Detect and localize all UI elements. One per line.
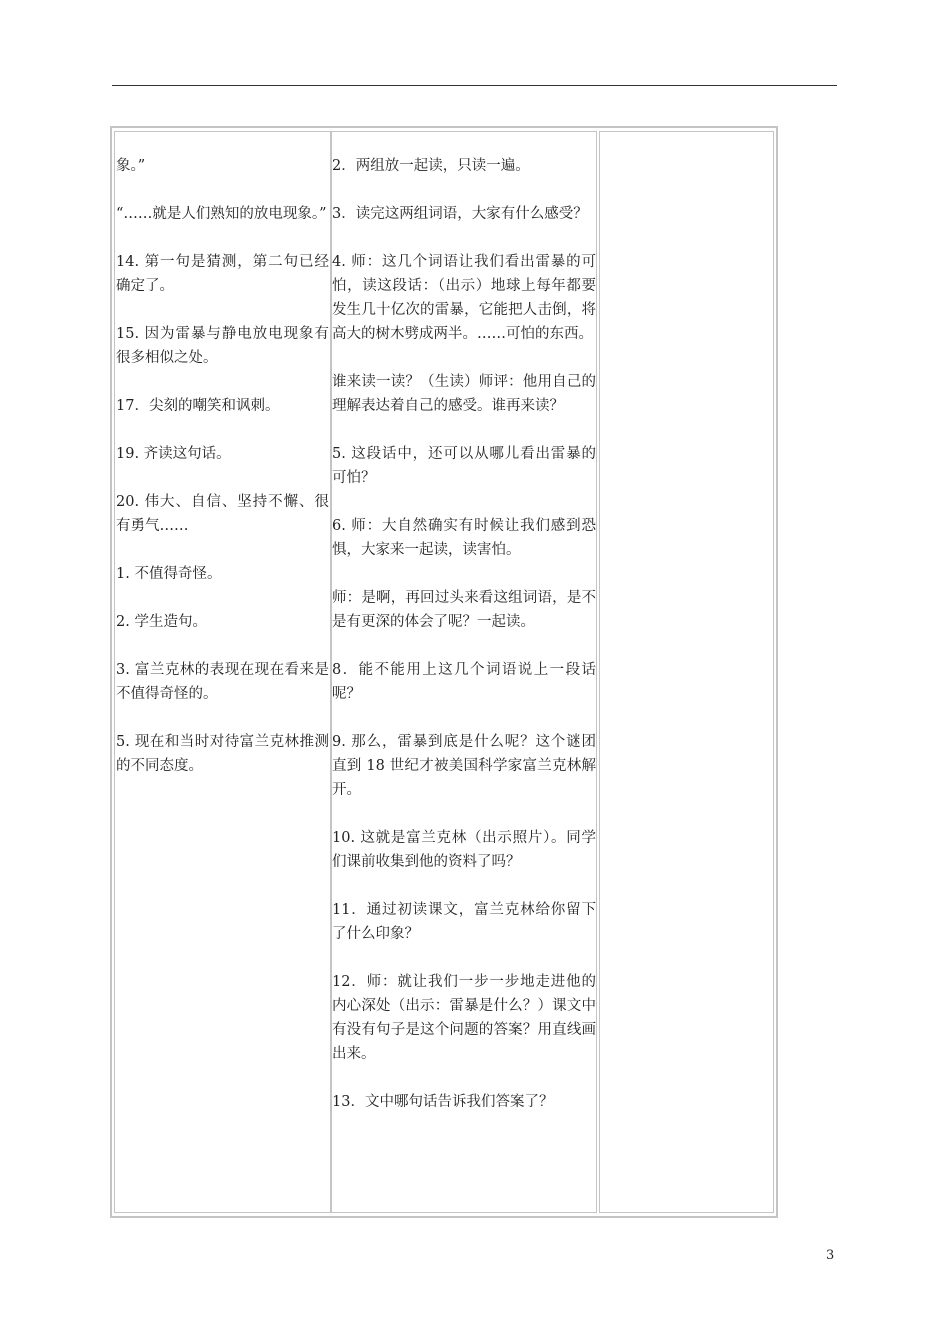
paragraph: 师：是啊，再回过头来看这组词语，是不是有更深的体会了呢？一起读。 bbox=[332, 590, 596, 630]
paragraph: 3. 富兰克林的表现在现在看来是不值得奇怪的。 bbox=[116, 662, 329, 702]
table-column-teacher-activities bbox=[331, 131, 597, 1213]
paragraph: 11．通过初读课文，富兰克林给你留下了什么印象？ bbox=[332, 902, 596, 942]
paragraph: 19. 齐读这句话。 bbox=[116, 446, 231, 462]
paragraph: 2. 学生造句。 bbox=[116, 614, 207, 630]
paragraph: 象。” bbox=[116, 158, 146, 174]
paragraph: 20. 伟大、自信、坚持不懈、很有勇气…… bbox=[116, 494, 329, 534]
paragraph: “……就是人们熟知的放电现象。” bbox=[116, 206, 327, 222]
left-column-content bbox=[116, 154, 329, 802]
paragraph: 12．师：就让我们一步一步地走进他的内心深处（出示：雷暴是什么？）课文中有没有句子是这个问题的答案？用直线画出来。 bbox=[332, 974, 596, 1062]
paragraph: 6. 师：大自然确实有时候让我们感到恐惧，大家来一起读，读害怕。 bbox=[332, 518, 596, 558]
paragraph: 谁来读一读？（生读）师评：他用自己的理解表达着自己的感受。谁再来读？ bbox=[332, 374, 596, 414]
paragraph: 5. 这段话中，还可以从哪儿看出雷暴的可怕？ bbox=[332, 446, 596, 486]
lesson-table bbox=[110, 126, 778, 1218]
paragraph: 5. 现在和当时对待富兰克林推测的不同态度。 bbox=[116, 734, 329, 774]
paragraph: 4. 师：这几个词语让我们看出雷暴的可怕，读这段话：（出示）地球上每年都要发生几十亿次的雷暴，它能把人击倒，将高大的树木劈成两半。……可怕的东西。 bbox=[332, 254, 596, 342]
paragraph: 8．能不能用上这几个词语说上一段话呢？ bbox=[332, 662, 596, 702]
page-number: 3 bbox=[826, 1248, 835, 1263]
paragraph: 17．尖刻的嘲笑和讽刺。 bbox=[116, 398, 280, 414]
middle-column-content bbox=[332, 154, 596, 1138]
header-rule bbox=[112, 85, 837, 86]
paragraph: 13．文中哪句话告诉我们答案了？ bbox=[332, 1094, 554, 1110]
paragraph: 9. 那么，雷暴到底是什么呢？这个谜团直到 18 世纪才被美国科学家富兰克林解开。 bbox=[332, 734, 596, 798]
paragraph: 10. 这就是富兰克林（出示照片）。同学们课前收集到他的资料了吗？ bbox=[332, 830, 596, 870]
paragraph: 2．两组放一起读，只读一遍。 bbox=[332, 158, 530, 174]
paragraph: 1. 不值得奇怪。 bbox=[116, 566, 222, 582]
table-column-notes bbox=[599, 131, 774, 1213]
paragraph: 14. 第一句是猜测，第二句已经确定了。 bbox=[116, 254, 329, 294]
paragraph: 15. 因为雷暴与静电放电现象有很多相似之处。 bbox=[116, 326, 329, 366]
paragraph: 3．读完这两组词语，大家有什么感受？ bbox=[332, 206, 588, 222]
table-column-student-responses bbox=[114, 131, 331, 1213]
